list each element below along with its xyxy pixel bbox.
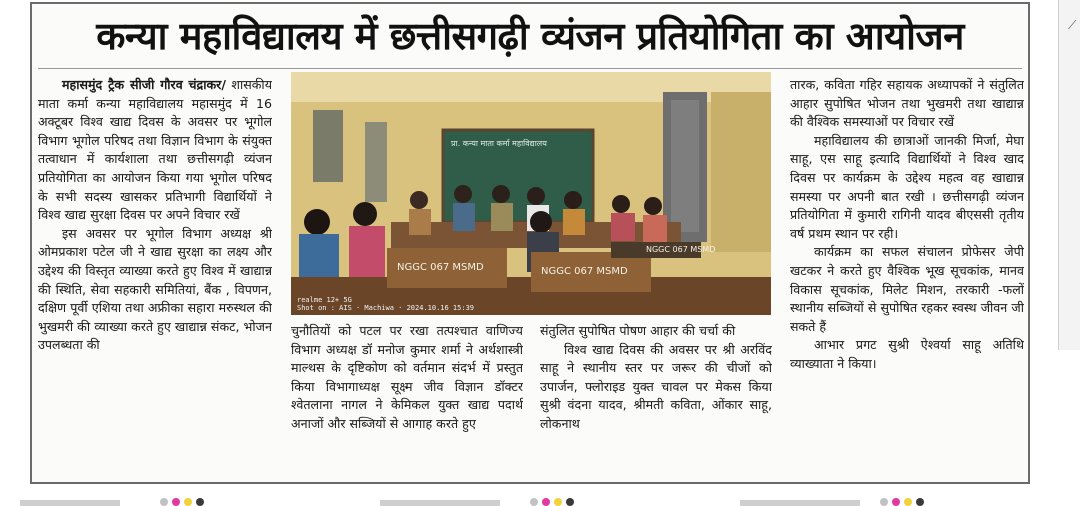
board-text: प्रा. कन्या माता कर्मा महाविद्यालय [451,139,547,148]
headline: कन्या महाविद्यालय में छत्तीसगढ़ी व्यंजन प्रतियोगिता का आयोजन [96,14,964,58]
col4-para1: तारक, कविता गहिर सहायक अध्यापकों ने संतुलित आहार सुपोषित भोजन तथा भुखमरी तथा खाद्यान्न की वैश्विक समस्याओं पर विचार रखें [790,77,1024,130]
registration-dots-right [880,498,924,506]
byline: महासमुंद ट्रैक सीजी गौरव चंद्राकर/ [62,77,226,92]
column-1 [38,76,272,476]
column-4 [790,76,1024,476]
col3-para2: विश्व खाद्य दिवस की अवसर पर श्री अरविंद साहू ने स्थानीय स्तर पर जरूर की चीजों को उपार्जन, फ्लोराइड युक्त चावल पर मेकस किया सुश्री वंदना यादव, श्रीमती कविता, ओंकार साहू, लोकनाथ [540,341,772,431]
classroom-photo-image [291,72,771,315]
registration-dots-left [160,498,204,506]
column-2 [291,322,523,472]
col4-para4: आभार प्रगट सुश्री ऐश्वर्या साहू अतिथि व्याख्याता ने किया। [790,337,1024,371]
corner-mark-icon: ⟋ [1068,18,1077,32]
column-3 [540,322,772,472]
adjacent-page-edge [1058,0,1080,350]
print-bar-right [740,500,860,506]
col2-text: चुनौतियों को पटल पर रखा तत्पश्चात वाणिज्य विभाग अध्यक्ष डॉ मनोज कुमार शर्मा ने अर्थशास्त्री माल्थस के दृष्टिकोण को वर्तमान संदर्भ में प्रस्तुत किया विभागाध्यक्ष सूक्ष्म जीव विज्ञान डॉक्टर श्वेतलाना नागल ने केमिकल युक्त खाद्य पदार्थ अनाजों और सब्जियों से आगाह करते हुए [291,323,523,431]
col4-para2: महाविद्यालय की छात्राओं जानकी मिर्जा, मेघा साहू, एस साहू इत्यादि विद्यार्थियों ने विश्व खाद दिवस पर कार्यक्रम के उद्देश्य महत्व वह खाद्यान्न समस्या पर अपनी बात रखी । छत्तीसगढ़ी व्यंजन प्रतियोगिता में कुमारी रागिनी यादव बीएससी तृतीय वर्ष प्रथम स्थान पर रही। [790,132,1024,241]
shot-on-text: Shot on : AIS · Machiwa · 2024.10.16 15:39 [297,304,475,312]
camera-stamp [297,296,474,312]
print-bar-left [20,500,120,506]
event-photo [291,72,771,315]
headline-divider [38,68,1022,69]
table-sign-2: NGGC 067 MSMD [541,266,628,277]
table-sign-1: NGGC 067 MSMD [397,262,484,273]
col1-para2: इस अवसर पर भूगोल विभाग अध्यक्ष श्री ओमप्रकाश पटेल जी ने खाद्य सुरक्षा का लक्ष्य और उद्देश्य की विस्तृत व्याख्या करते हुए विश्व में खाद्यान्न की स्थिति, सेवा सहकारी समितियां, बैंक , विपणन, दक्षिण पूर्वी एशिया तथा अफ्रीका सहारा मरुस्थल की भुखमरी की व्याख्या करते हुए खाद्यान्न संकट, भोजन उपलब्धता की [38,225,272,353]
print-bar-mid [380,500,500,506]
camera-model: realme 12+ 5G [297,296,352,304]
registration-dots-mid [530,498,574,506]
table-sign-3: NGGC 067 MSMD [646,245,716,254]
col4-para3: कार्यक्रम का सफल संचालन प्रोफेसर जेपी खटकर ने करते हुए वैश्विक भूख सूचकांक, मानव विकास सूचकांक, मिलेट मिशन, तरकारी -फलों स्थानीय सब्जियों से सुपोषित रहकर स्वस्थ जीवन जी सकते हैं [790,244,1024,334]
col3-para1: संतुलित सुपोषित पोषण आहार की चर्चा की [540,323,736,338]
col1-para1: शासकीय माता कर्मा कन्या महाविद्यालय महासमुंद में 16 अक्टूबर विश्व खाद्य दिवस के अवसर पर भूगोल विभाग भूगोल परिषद तथा विज्ञान विभाग के संयुक्त तत्वाधान में कार्यशाला तथा छत्तीसगढ़ी व्यंजन प्रतियोगिता का आयोजन किया गया भूगोल परिषद के सभी सदस्य खासकर प्रतिभागी विद्यार्थियों ने विश्व खाद्य सुरक्षा दिवस पर अपने विचार रखें [38,77,272,223]
